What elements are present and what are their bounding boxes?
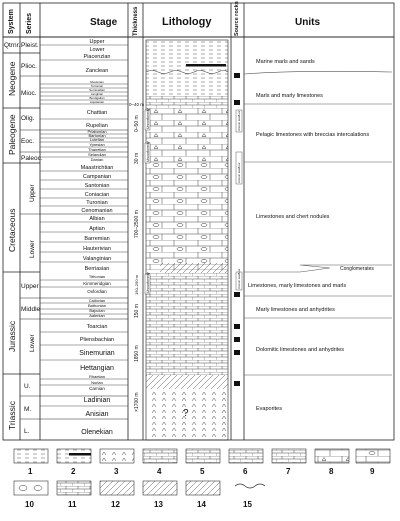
unconformity-label: Unconformity bbox=[146, 272, 150, 293]
stage-label: Valanginian bbox=[82, 256, 112, 262]
legend-item-1 bbox=[14, 449, 48, 476]
thickness-value: 0–50 m bbox=[134, 115, 140, 132]
series-pleistocene: Pleist. bbox=[21, 42, 39, 49]
system-paleogene: Paleogene bbox=[7, 114, 17, 155]
series-column bbox=[20, 42, 128, 435]
stage-label: Messinian bbox=[90, 80, 104, 84]
header-system: System bbox=[8, 9, 15, 34]
thickness-value: 30 m bbox=[134, 152, 140, 164]
stage-label: Tithonian bbox=[88, 274, 106, 279]
litho-jurassic-lower bbox=[146, 297, 228, 375]
unit-label: Evaporites bbox=[256, 406, 282, 412]
source-rock-marker bbox=[234, 337, 240, 342]
stage-label: Albian bbox=[89, 216, 105, 222]
thickness-value: ×1700 m bbox=[134, 392, 140, 412]
lithology-column bbox=[146, 40, 228, 440]
stage-label: Carnian bbox=[89, 386, 105, 391]
svg-text:9: 9 bbox=[370, 467, 375, 476]
legend-item-14 bbox=[186, 481, 220, 509]
system-cretaceous: Cretaceous bbox=[7, 208, 17, 252]
legend-item-9 bbox=[356, 449, 390, 476]
header-stage: Stage bbox=[90, 17, 118, 28]
stage-label: Lower bbox=[89, 47, 105, 53]
thickness-value: 0–40 m bbox=[129, 102, 145, 107]
legend-item-5 bbox=[186, 449, 220, 476]
svg-text:6: 6 bbox=[243, 467, 248, 476]
svg-text:12: 12 bbox=[111, 500, 120, 509]
stage-label: Danian bbox=[90, 157, 104, 162]
stage-label: Berriasian bbox=[84, 266, 110, 272]
unconformity-label: Unconformity bbox=[146, 141, 150, 162]
stage-label: Langhian bbox=[90, 92, 104, 96]
stage-label: Turonian bbox=[86, 200, 108, 206]
source-rock-marker bbox=[234, 292, 240, 297]
source-rock-marker bbox=[234, 73, 240, 78]
stage-label: Bajocian bbox=[89, 308, 105, 313]
stage-label: Ladinian bbox=[83, 397, 111, 404]
legend-item-15 bbox=[235, 484, 265, 509]
source-rock-label: Anoxic seafloor bbox=[237, 162, 241, 183]
stage-label: Olenekian bbox=[81, 429, 113, 436]
series-cretaceous-lower: Lower bbox=[29, 240, 36, 258]
series-triassic-lower: L. bbox=[24, 428, 30, 435]
units-column bbox=[244, 59, 392, 412]
header-units: Units bbox=[295, 17, 320, 28]
svg-text:15: 15 bbox=[243, 500, 252, 509]
stage-label: Toarcian bbox=[86, 324, 108, 330]
svg-text:8: 8 bbox=[329, 467, 334, 476]
legend-item-10 bbox=[14, 481, 48, 509]
svg-text:13: 13 bbox=[154, 500, 163, 509]
legend-item-12 bbox=[100, 481, 134, 509]
series-paleocene: Paleoc. bbox=[21, 155, 43, 162]
svg-text:1: 1 bbox=[28, 467, 33, 476]
series-pliocene: Plioc. bbox=[21, 63, 37, 70]
lithology-question-mark: ? bbox=[183, 408, 189, 419]
stage-label: Tortonian bbox=[90, 84, 104, 88]
legend-item-7 bbox=[272, 449, 306, 476]
stage-label: Rhaetian bbox=[88, 374, 106, 379]
stage-label: Sinemurian bbox=[79, 350, 115, 357]
stage-label: Lutetian bbox=[89, 137, 105, 142]
system-quaternary: Qtrnr. bbox=[4, 42, 21, 49]
thickness-column bbox=[129, 102, 144, 412]
stage-label: Aptian bbox=[89, 226, 105, 232]
stage-label: Santonian bbox=[84, 183, 110, 189]
svg-text:5: 5 bbox=[200, 467, 205, 476]
stage-label: Rupelian bbox=[86, 123, 108, 129]
unit-label: Marly limestones and anhydrites bbox=[256, 307, 335, 313]
header-lithology: Lithology bbox=[162, 16, 212, 28]
series-jurassic-lower: Lower bbox=[29, 334, 36, 352]
stage-label: Upper bbox=[89, 39, 105, 45]
thickness-value: 700–2500 m bbox=[134, 210, 140, 238]
source-rock-marker bbox=[234, 100, 240, 105]
svg-text:14: 14 bbox=[197, 500, 206, 509]
source-rock-label: Anoxic seafloor bbox=[237, 268, 241, 289]
system-jurassic: Jurassic bbox=[7, 320, 17, 352]
stage-label: Zanclean bbox=[85, 68, 109, 74]
stage-label: Norian bbox=[91, 380, 103, 385]
stage-label: Pliensbachian bbox=[79, 337, 115, 343]
stage-label: Priabonian bbox=[87, 129, 107, 134]
litho-dashed-marls bbox=[146, 40, 228, 96]
header-series: Series bbox=[26, 12, 33, 34]
unit-label: Marls and marly limestones bbox=[256, 93, 323, 99]
unit-label: Pelagic limestones with breccias intercalations bbox=[256, 132, 370, 138]
stage-label: Oxfordian bbox=[87, 289, 107, 294]
thickness-value: 150–250 m bbox=[134, 274, 139, 295]
svg-text:7: 7 bbox=[286, 467, 291, 476]
stage-label: Piacenzian bbox=[83, 54, 111, 60]
legend bbox=[14, 449, 390, 509]
legend-item-2 bbox=[57, 449, 91, 476]
stage-label: Aquitanian bbox=[89, 100, 105, 104]
thickness-value: 150 m bbox=[134, 304, 140, 318]
legend-item-4 bbox=[143, 449, 177, 476]
stage-label: Thanetian bbox=[88, 147, 106, 152]
unit-label: Limestones, marly limestones and marls bbox=[248, 283, 347, 289]
svg-text:4: 4 bbox=[157, 467, 162, 476]
svg-text:2: 2 bbox=[71, 467, 76, 476]
legend-item-3 bbox=[100, 449, 134, 476]
series-cretaceous-upper: Upper bbox=[29, 184, 36, 202]
source-rock-marker bbox=[234, 350, 240, 355]
litho-conglomerate bbox=[160, 263, 228, 273]
stage-label: Hettangian bbox=[80, 365, 114, 372]
svg-text:10: 10 bbox=[25, 500, 34, 509]
thickness-value: 1850 m bbox=[134, 345, 140, 362]
series-jurassic-upper: Upper bbox=[21, 283, 39, 290]
series-oligocene: Olig. bbox=[21, 115, 35, 122]
system-neogene: Neogene bbox=[7, 61, 17, 96]
svg-text:3: 3 bbox=[114, 467, 119, 476]
stage-label: Maastrichtian bbox=[80, 165, 114, 171]
stage-label: Hauterivian bbox=[83, 246, 111, 252]
legend-item-8 bbox=[315, 449, 349, 476]
litho-brick-miocene bbox=[146, 96, 228, 108]
unit-label: Dolomitic limestones and anhydrites bbox=[256, 347, 345, 353]
stage-label: Campanian bbox=[82, 174, 112, 180]
column-headers bbox=[3, 1, 394, 37]
header-source-rocks: Source rocks bbox=[234, 1, 240, 36]
litho-jurassic-upper bbox=[146, 273, 228, 297]
unit-label: Conglomerates bbox=[340, 266, 374, 272]
stage-label: Aalenian bbox=[89, 313, 105, 318]
source-rocks-column bbox=[234, 73, 242, 386]
litho-triassic-upper bbox=[146, 375, 228, 389]
stage-label: Burdigalian bbox=[89, 96, 105, 100]
system-column bbox=[3, 42, 40, 430]
stage-label: Cenomanian bbox=[81, 208, 113, 214]
stage-label: Serravallian bbox=[89, 88, 105, 92]
unit-label: Limestones and chert nodules bbox=[256, 214, 330, 220]
stage-label: Barremian bbox=[84, 236, 110, 242]
litho-cretaceous bbox=[146, 162, 228, 270]
stage-label: Callovian bbox=[88, 298, 106, 303]
stage-label: Coniacian bbox=[84, 192, 110, 198]
litho-black-bed bbox=[186, 64, 226, 67]
stage-label: Kimmeridgian bbox=[83, 281, 111, 286]
series-triassic-middle: M. bbox=[24, 406, 32, 413]
unit-label: Marine marls and sands bbox=[256, 59, 315, 65]
source-rock-marker bbox=[234, 324, 240, 329]
source-rock-marker bbox=[234, 381, 240, 386]
header-thickness: Thickness bbox=[133, 6, 139, 36]
source-rock-label: Anoxic seafloor bbox=[237, 110, 241, 131]
series-jurassic-middle: Middle bbox=[21, 306, 41, 313]
stage-label: Selandian bbox=[88, 152, 106, 157]
stage-label: Chattian bbox=[86, 110, 108, 116]
legend-item-13 bbox=[143, 481, 177, 509]
stage-label: Bartonian bbox=[88, 133, 106, 138]
series-miocene: Mioc. bbox=[21, 90, 37, 97]
stage-label: Bathonian bbox=[87, 303, 107, 308]
series-eocene: Eoc. bbox=[21, 138, 35, 145]
stage-column bbox=[40, 39, 128, 436]
legend-item-11 bbox=[57, 481, 91, 509]
litho-paleogene bbox=[146, 108, 228, 162]
system-triassic: Triassic bbox=[7, 401, 17, 430]
unconformity-label: Unconformity bbox=[146, 108, 150, 129]
svg-text:11: 11 bbox=[68, 500, 77, 509]
legend-item-6 bbox=[229, 449, 263, 476]
series-triassic-upper: U. bbox=[24, 383, 31, 390]
stage-label: Anisian bbox=[85, 411, 109, 418]
stage-label: Ypresian bbox=[89, 142, 105, 147]
